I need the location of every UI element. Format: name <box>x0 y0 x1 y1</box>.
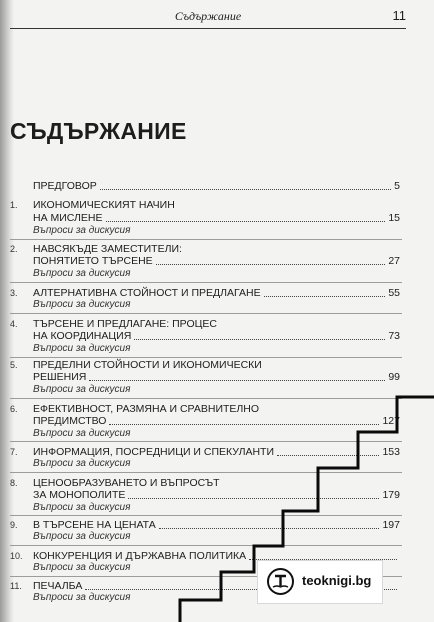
toc-entry-title: НА КООРДИНАЦИЯ <box>33 330 132 342</box>
toc-entry-title: ТЪРСЕНЕ И ПРЕДЛАГАНЕ: ПРОЦЕС <box>33 318 217 330</box>
toc-entry-title: РЕШЕНИЯ <box>33 371 87 383</box>
toc-entry-page: 15 <box>388 212 400 224</box>
toc-entry-subtitle: Въпроси за дискусия <box>33 343 131 354</box>
toc-entry-title: ПОНЯТИЕТО ТЪРСЕНЕ <box>33 255 153 267</box>
toc-entry-number: 10. <box>10 551 23 561</box>
toc-entry-title: ЕФЕКТИВНОСТ, РАЗМЯНА И СРАВНИТЕЛНО <box>33 403 260 415</box>
toc-entry-number: 7. <box>10 447 18 457</box>
toc-entry-page: 99 <box>388 371 400 383</box>
toc-entry-number: 8. <box>10 478 18 488</box>
toc-entry-number: 4. <box>10 319 18 329</box>
running-header-title: Съдържание <box>174 9 242 23</box>
watermark-logo <box>257 560 383 604</box>
toc-entry-subtitle: Въпроси за дискусия <box>33 592 131 603</box>
toc-heading: СЪДЪРЖАНИЕ <box>10 118 187 144</box>
toc-entry-subtitle: Въпроси за дискусия <box>33 502 131 513</box>
watermark-text: teoknigi.bg <box>302 573 372 588</box>
toc-entry-page: 73 <box>388 330 400 342</box>
toc-entry-page: 197 <box>382 519 400 531</box>
toc-entry-subtitle: Въпроси за дискусия <box>33 225 131 236</box>
toc-entry-number: 6. <box>10 404 18 414</box>
toc-entry-title: НА МИСЛЕНЕ <box>33 212 103 224</box>
toc-entry-page: 127 <box>382 415 400 427</box>
toc-entry-number: 1. <box>10 200 18 210</box>
toc-entry-title: ПРЕДЕЛНИ СТОЙНОСТИ И ИКОНОМИЧЕСКИ <box>33 359 262 371</box>
toc-entry-title: ПРЕДГОВОР <box>33 180 97 192</box>
toc-entry-number: 3. <box>10 288 18 298</box>
toc-entry-title: ЗА МОНОПОЛИТЕ <box>33 489 126 501</box>
toc-entry-number: 11. <box>10 581 22 591</box>
toc-entry-page: 55 <box>388 287 400 299</box>
page-number: 11 <box>392 8 406 23</box>
toc-entry-subtitle: Въпроси за дискусия <box>33 531 131 542</box>
toc-entry-title: ПЕЧАЛБА <box>33 580 83 592</box>
toc-entry-title: ИКОНОМИЧЕСКИЯТ НАЧИН <box>33 199 175 211</box>
toc-entry-page: 153 <box>382 446 400 458</box>
toc-entry-page: 179 <box>382 489 400 501</box>
toc-entry-title: В ТЪРСЕНЕ НА ЦЕНАТА <box>33 519 156 531</box>
toc-entry-title: ПРЕДИМСТВО <box>33 415 107 427</box>
toc-entry-subtitle: Въпроси за дискусия <box>33 562 131 573</box>
toc-entry-title: АЛТЕРНАТИВНА СТОЙНОСТ И ПРЕДЛАГАНЕ <box>33 287 261 299</box>
toc-entry-subtitle: Въпроси за дискусия <box>33 268 131 279</box>
toc-entry-subtitle: Въпроси за дискусия <box>33 458 131 469</box>
toc-entry-subtitle: Въпроси за дискусия <box>33 299 131 310</box>
toc-entry-subtitle: Въпроси за дискусия <box>33 428 131 439</box>
toc-entry-number: 5. <box>10 360 18 370</box>
book-t-icon <box>267 568 294 595</box>
toc-entry-title: ИНФОРМАЦИЯ, ПОСРЕДНИЦИ И СПЕКУЛАНТИ <box>33 446 275 458</box>
toc-entry-title: НАВСЯКЪДЕ ЗАМЕСТИТЕЛИ: <box>33 243 182 255</box>
toc-entry-number: 2. <box>10 244 18 254</box>
toc-entry-page: 27 <box>388 255 400 267</box>
toc-entry-title: КОНКУРЕНЦИЯ И ДЪРЖАВНА ПОЛИТИКА <box>33 550 247 562</box>
toc-entry-number: 9. <box>10 520 18 530</box>
toc-entry-title: ЦЕНООБРАЗУВАНЕТО И ВЪПРОСЪТ <box>33 477 220 489</box>
toc-entry-subtitle: Въпроси за дискусия <box>33 384 131 395</box>
toc-entry-page: 5 <box>394 180 400 192</box>
